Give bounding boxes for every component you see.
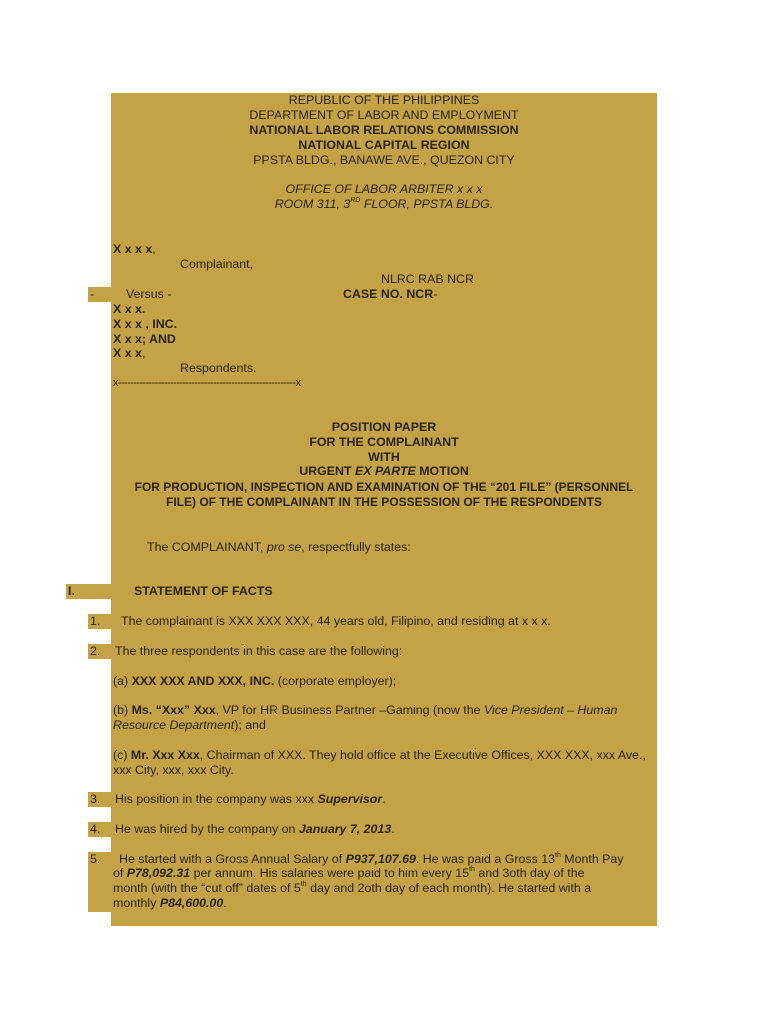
item-number-3: 3. <box>90 792 101 806</box>
header-region: NATIONAL CAPITAL REGION <box>298 138 470 152</box>
item-text-1: The complainant is XXX XXX XXX, 44 years old, Filipino, and residing at x x x. <box>121 614 551 628</box>
header-republic: REPUBLIC OF THE PHILIPPINES <box>288 93 480 107</box>
item-text-5-line3: month (with the “cut off” dates of 5th day and 2oth day of each month). He started with a <box>113 881 592 895</box>
respondent-b-line2: Resource Department); and <box>113 718 266 732</box>
caption-rule: x----------------------------------------------------------x <box>113 377 301 389</box>
title-urgent-motion: URGENT EX PARTE MOTION <box>299 464 469 478</box>
item-number-4: 4. <box>90 822 101 836</box>
header-department: DEPARTMENT OF LABOR AND EMPLOYMENT <box>249 108 519 122</box>
item-text-5-line1: He started with a Gross Annual Salary of P937,107.69. He was paid a Gross 13th Month Pay <box>119 852 624 866</box>
header-nlrc: NATIONAL LABOR RELATIONS COMMISSION <box>249 123 519 137</box>
title-position-paper: POSITION PAPER <box>331 420 437 434</box>
header-room: ROOM 311, 3RD FLOOR, PPSTA BLDG. <box>274 197 494 211</box>
respondent-a: (a) XXX XXX AND XXX, INC. (corporate employer); <box>113 674 397 688</box>
item-number-1: 1. <box>90 614 101 628</box>
title-for-complainant: FOR THE COMPLAINANT <box>309 435 459 449</box>
title-production-line: FOR PRODUCTION, INSPECTION AND EXAMINATION OF THE “201 FILE” (PERSONNEL <box>134 480 634 494</box>
header-address: PPSTA BLDG., BANAWE AVE., QUEZON CITY <box>253 153 515 167</box>
item-text-3: His position in the company was xxx Supervisor. <box>115 792 386 806</box>
versus-label: Versus - <box>126 287 172 301</box>
versus-dash: - <box>90 287 95 301</box>
item-text-4: He was hired by the company on January 7, 2013. <box>115 822 395 836</box>
complainant-name: X x x x, <box>113 242 156 256</box>
item-text-5-line4: monthly P84,600.00. <box>113 896 227 910</box>
item-text-5-line2: of P78,092.31 per annum. His salaries were paid to him every 15th and 3oth day of the <box>113 866 585 880</box>
title-file-line: FILE) OF THE COMPLAINANT IN THE POSSESSION OF THE RESPONDENTS <box>165 495 603 509</box>
item-number-5: 5. <box>90 852 101 866</box>
respondent-2: X x x , INC. <box>113 317 178 331</box>
respondent-b-line1: (b) Ms. “Xxx” Xxx, VP for HR Business Partner –Gaming (now the Vice President – Human <box>113 703 618 717</box>
item-number-2: 2. <box>90 644 101 658</box>
section-number: I. <box>68 584 75 598</box>
respondents-label: Respondents. <box>180 361 257 375</box>
item-text-2: The three respondents in this case are the following: <box>115 644 403 658</box>
respondent-c-line2: xxx City, xxx, xxx City. <box>113 763 234 777</box>
header-office: OFFICE OF LABOR ARBITER x x x <box>285 182 483 196</box>
intro-paragraph: The COMPLAINANT, pro se, respectfully states: <box>147 540 411 554</box>
section-heading: STATEMENT OF FACTS <box>134 584 273 598</box>
title-with: WITH <box>368 450 400 464</box>
respondent-4: X x x, <box>113 346 146 360</box>
respondent-c-line1: (c) Mr. Xxx Xxx, Chairman of XXX. They hold office at the Executive Offices, XXX XXX, xxx Ave., <box>113 748 646 762</box>
respondent-3: X x x; AND <box>113 332 176 346</box>
case-number: CASE NO. NCR- <box>343 287 438 301</box>
rab-label: NLRC RAB NCR <box>381 272 474 286</box>
respondent-1: X x x. <box>113 302 146 316</box>
complainant-label: Complainant, <box>180 257 254 271</box>
